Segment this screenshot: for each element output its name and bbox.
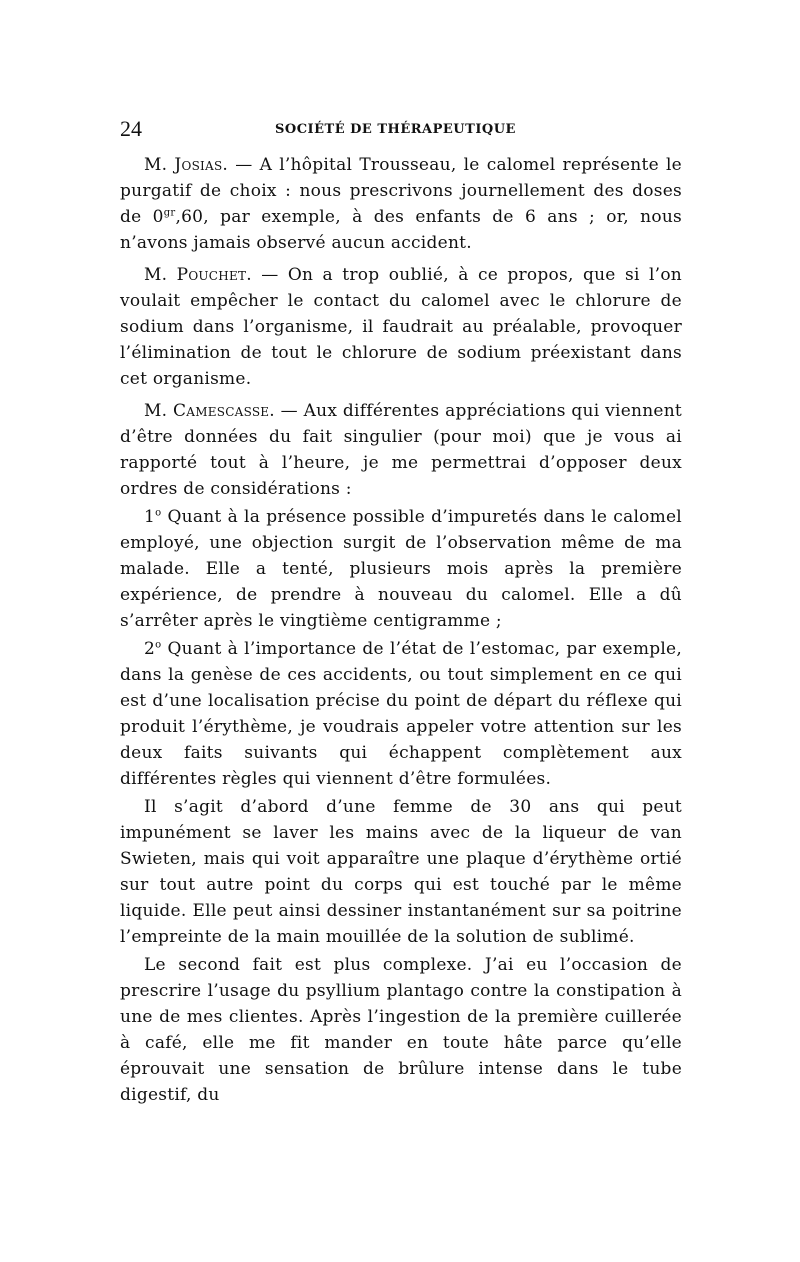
paragraph-point-one <box>120 504 682 634</box>
paragraph-text: Le second fait est plus complexe. J’ai eu l’occasion de prescrire l’usage du psyllium plantago contre la constipation à une de mes clientes. Après l’ingestion de la première cuillerée à café, elle me fit mander en toute hâte parce qu’elle éprouvait une sensation de brûlure intense dans le tube digestif, du <box>120 955 682 1105</box>
paragraph-text: — Aux différentes appréciations qui viennent d’être données du fait singulier (pour moi) que je vous ai rapporté tout à l’heure, je me permettrai d’opposer deux ordres de considérations : <box>120 401 682 499</box>
page-header <box>120 100 682 144</box>
list-number: 1 <box>144 507 156 527</box>
speaker-name: M. Josias. <box>144 155 229 175</box>
speaker-name: M. Pouchet. <box>144 265 252 285</box>
unit-superscript: gr <box>163 207 176 219</box>
list-number: 2 <box>144 639 156 659</box>
body-text <box>120 152 682 1108</box>
running-title: SOCIÉTÉ DE THÉRAPEUTIQUE <box>275 122 516 137</box>
paragraph-text: Il s’agit d’abord d’une femme de 30 ans qui peut impunément se laver les mains avec de la liqueur de van Swieten, mais qui voit apparaître une plaque d’érythème ortié sur tout autre point du corps qui est touché par le même liquide. Elle peut ainsi dessiner instantanément sur sa poitrine l’empreinte de la main mouillée de la solution de sublimé. <box>120 797 682 947</box>
paragraph-camescasse <box>120 398 682 502</box>
ordinal-superscript: o <box>155 507 162 519</box>
paragraph-second-case <box>120 952 682 1108</box>
paragraph-first-case <box>120 794 682 950</box>
paragraph-text: — On a trop oublié, à ce propos, que si l’on voulait empêcher le contact du calomel avec le chlorure de sodium dans l’organisme, il faudrait au préalable, provoquer l’élimination de tout le chlorure de sodium préexistant dans cet organisme. <box>120 265 682 389</box>
paragraph-text-continued: ,60, par exemple, à des enfants de 6 ans ; or, nous n’avons jamais observé aucun accident. <box>120 207 682 253</box>
paragraph-text: Quant à la présence possible d’impuretés dans le calomel employé, une objection surgit de l’observation même de ma malade. Elle a tenté, plusieurs mois après la première expérience, de prendre à nouveau du calomel. Elle a dû s’arrêter après le vingtième centigramme ; <box>120 507 682 631</box>
paragraph-text: — A l’hôpital Trousseau, le calomel représente le purgatif de choix : nous prescrivons journellement des doses de 0 <box>120 155 682 227</box>
ordinal-superscript: o <box>155 639 162 651</box>
page <box>120 100 682 1110</box>
speaker-name: M. Camescasse. <box>144 401 275 421</box>
paragraph-pouchet <box>120 262 682 392</box>
paragraph-point-two <box>120 636 682 792</box>
page-number: 24 <box>120 116 142 141</box>
paragraph-text: Quant à l’importance de l’état de l’estomac, par exemple, dans la genèse de ces accidents, ou tout simplement en ce qui est d’une localisation précise du point de départ du réflexe qui produit l’érythème, je voudrais appeler votre attention sur les deux faits suivants qui échappent complètement aux différentes règles qui viennent d’être formulées. <box>120 639 682 789</box>
paragraph-josias <box>120 152 682 256</box>
